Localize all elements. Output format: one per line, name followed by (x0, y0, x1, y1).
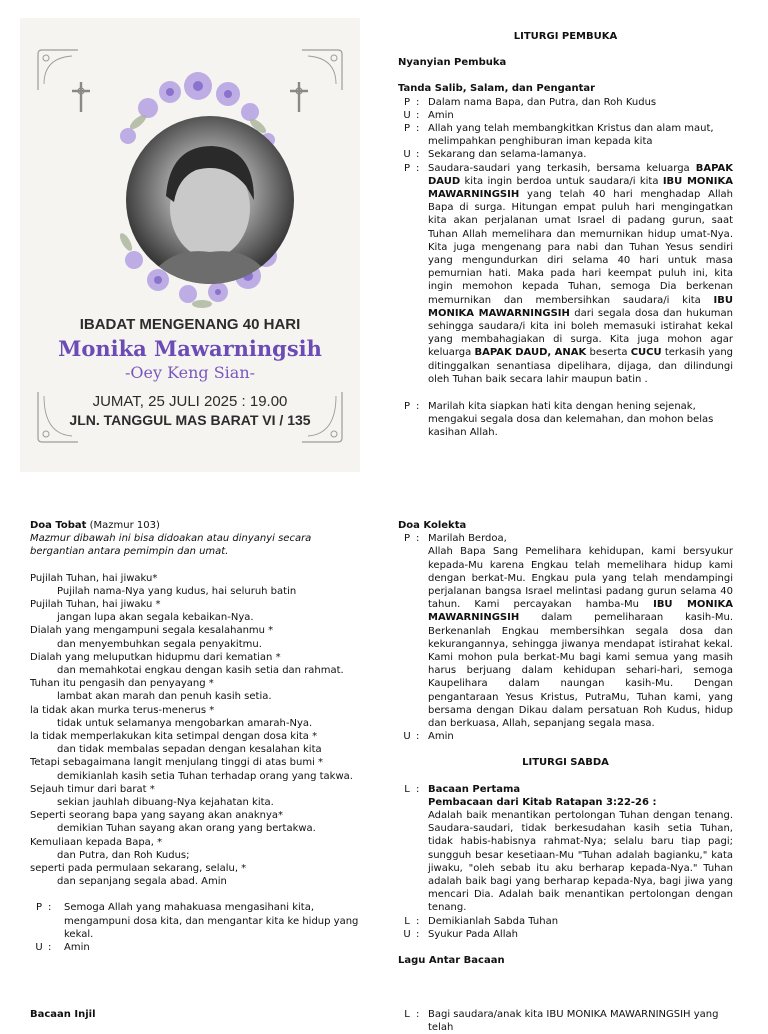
line-text: Sekarang dan selama-lamanya. (428, 149, 587, 161)
psalm-verse: seperti pada permulaan sekarang, selalu, * (30, 863, 247, 875)
psalm-verse: Seperti seorang bapa yang sayang akan anaknya* (30, 810, 284, 822)
psalm-verse: dan menyembuhkan segala penyakitmu. (57, 638, 262, 650)
dialog-line: U : Sekarang dan selama-lamanya. (398, 148, 733, 161)
psalm-ref: (Mazmur 103) (86, 520, 160, 531)
intro-paragraph: Saudara-saudari yang terkasih, bersama keluarga BAPAK DAUD kita ingin berdoa untuk saudara/i kita IBU MONIKA MAWARNINGSIH yang telah 40 hari menghadap Allah Bapa di surga. Hitungan empat puluh hari mengingatkan kita akan perjalanan umat Israel di padang gurun, saat Tuhan Allah memelihara dan memurnikan hidup umat-Nya. Kita juga mengenang para nabi dan Tuhan Yesus sendiri yang mengundurkan diri selama 40 hari untuk masa pemurnian hati. Maka pada hari keempat puluh ini, kita ingin memohon kepada Tuhan, semoga Dia berkenan memurnikan dan membersihkan saudara/i kita IBU MONIKA MAWARNINGSIH dari segala dosa dan hukuman sehingga saudara/i kita ini boleh memasuki istirahat kekal yang membahagiakan di surga. Kita juga mohon agar keluarga BAPAK DAUD, ANAK beserta CUCU terkasih yang ditinggalkan senantiasa dipelihara, dijaga, dan dilindungi oleh Tuhan baik secara lahir maupun batin . (428, 162, 734, 385)
dialog-line: P : Marilah Berdoa, Allah Bapa Sang Pemelihara kehidupan, kami bersyukur kepada-Mu karena Engkau telah memelihara hidup kami dengan berkat-Mu. Engkau pula yang telah mendampingi perjalanan bangsa Israel melintasi padang gurun selama 40 tahun. Kami percayakan hamba-Mu IBU MONIKA MAWARNINGSIH dalam pemeliharaan kasih-Mu. Berkenanlah Engkau membersihkan segala dosa dan kekurangannya, sehingga jiwanya mendapat istirahat kekal. Kami mohon pula berkat-Mu bagi kami semua yang masih harus berjuang dalam kehidupan sehari-hari, semoga Kaupelihara dalam naungan kasih-Mu. Dengan pengantaraan Yesus Kristus, PutraMu, Tuhan kami, yang bersama dengan Dikau dalam persatuan Roh Kudus, hidup dan berkuasa, Allah, sepanjang segala masa. (398, 532, 733, 730)
psalm-verse: Pujilah Tuhan, hai jiwaku * (30, 599, 161, 611)
dialog-line: P : Dalam nama Bapa, dan Putra, dan Roh Kudus (398, 96, 733, 109)
dialog-line: U : Amin (398, 730, 733, 743)
psalm-verse: la tidak akan murka terus-menerus * (30, 704, 215, 716)
psalm-verse: Dialah yang meluputkan hidupmu dari kematian * (30, 651, 281, 663)
speaker: U (403, 109, 411, 121)
psalm-verse: Kemuliaan kepada Bapa, * (30, 836, 163, 848)
dialog-line: P : Marilah kita siapkan hati kita dengan hening sejenak, mengakui segala dosa dan kelemahan, dan mohon belas kasihan Allah. (398, 400, 733, 440)
line-text: Amin (64, 942, 90, 954)
speaker: U (403, 149, 411, 161)
psalm-verse: la tidak memperlakukan kita setimpal dengan dosa kita * (30, 731, 318, 743)
collect-prayer: Marilah Berdoa, Allah Bapa Sang Pemelihara kehidupan, kami bersyukur kepada-Mu karena Engkau telah memelihara hidup kami dengan berkat-Mu. Engkau pula yang telah mendampingi perjalanan bangsa Israel melintasi padang gurun selama 40 tahun. Kami percayakan hamba-Mu IBU MONIKA MAWARNINGSIH dalam pemeliharaan kasih-Mu. Berkenanlah Engkau membersihkan segala dosa dan kekurangannya, sehingga jiwanya mendapat istirahat kekal. Kami mohon pula berkat-Mu bagi kami semua yang masih harus berjuang dalam kehidupan sehari-hari, semoga Kaupelihara dalam naungan kasih-Mu. Dengan pengantaraan Yesus Kristus, PutraMu, Tuhan kami, yang bersama dengan Dikau dalam persatuan Roh Kudus, hidup dan berkuasa, Allah, sepanjang segala masa. (428, 533, 733, 730)
line-text: Dalam nama Bapa, dan Putra, dan Roh Kudus (428, 96, 657, 108)
song-heading: Nyanyian Pembuka (398, 57, 507, 69)
psalm-verse: tidak untuk selamanya mengobarkan amarah-Nya. (57, 717, 313, 729)
line-text: Bagi saudara/anak kita IBU MONIKA MAWARNINGSIH yang telah (428, 1009, 719, 1034)
psalm-verse: dan memahkotai engkau dengan kasih setia dan rahmat. (57, 665, 344, 677)
card-datetime: JUMAT, 25 JULI 2025 : 19.00 (92, 393, 288, 410)
liturgi-pembuka (398, 30, 733, 440)
psalm-verse: Tetapi sebagaimana langit menjulang tinggi di atas bumi * (30, 757, 324, 769)
line-text: Marilah kita siapkan hati kita dengan hening sejenak, mengakui segala dosa dan kelemahan, dan mohon belas kasihan Allah. (428, 401, 714, 439)
line-text: Syukur Pada Allah (428, 928, 518, 940)
section-title: Doa Tobat (30, 520, 87, 531)
speaker: L (404, 783, 410, 795)
gospel-heading: Bacaan Injil (30, 1009, 96, 1020)
subsection-heading: Tanda Salib, Salam, dan Pengantar (398, 83, 596, 95)
psalm-verse: lambat akan marah dan penuh kasih setia. (57, 691, 272, 703)
psalm-verse: Pujilah Tuhan, hai jiwaku* (30, 572, 158, 584)
dialog-line: L : Bagi saudara/anak kita IBU MONIKA MAWARNINGSIH yang telah (398, 1008, 733, 1034)
dialog-line: L : Demikianlah Sabda Tuhan (398, 915, 733, 928)
dialog-line: U : Amin (398, 109, 733, 122)
line-text: Amin (428, 109, 454, 121)
speaker: P (403, 401, 411, 413)
section-title: Doa Kolekta (398, 520, 467, 531)
card-title: IBADAT MENGENANG 40 HARI (79, 316, 301, 333)
psalm-note: Mazmur dibawah ini bisa didoakan atau dinyanyi secara bergantian antara pemimpin dan umat. (30, 533, 312, 558)
psalm-verses (30, 572, 365, 889)
speaker: U (403, 731, 411, 743)
song-heading: Lagu Antar Bacaan (398, 955, 505, 967)
line-text: Semoga Allah yang mahakuasa mengasihani kita, (64, 902, 315, 914)
psalm-verse: dan tidak membalas sepadan dengan kesalahan kita (57, 744, 322, 756)
dialog-line: P : Allah yang telah membangkitkan Kristus dan alam maut, melimpahkan penghiburan iman kepada kita (398, 122, 733, 148)
card-alias: -Oey Keng Sian- (124, 363, 256, 382)
line-text: Amin (428, 731, 454, 743)
speaker: P (35, 902, 43, 914)
line-text: Allah yang telah membangkitkan Kristus dan alam maut, melimpahkan penghiburan iman kepada kita (428, 123, 714, 148)
speaker: U (35, 942, 43, 954)
psalm-verse: sekian jauhlah dibuang-Nya kejahatan kita. (57, 797, 274, 809)
dialog-line: P : Saudara-saudari yang terkasih, bersama keluarga BAPAK DAUD kita ingin berdoa untuk saudara/i kita IBU MONIKA MAWARNINGSIH yang telah 40 hari menghadap Allah Bapa di surga. Hitungan empat puluh hari mengingatkan kita akan perjalanan umat Israel di padang gurun, saat Tuhan Allah memelihara dan memurnikan hidup umat-Nya. Kita juga mengenang para nabi dan Tuhan Yesus sendiri yang mengundurkan diri selama 40 hari untuk masa pemurnian hati. Maka pada hari keempat puluh ini, kita ingin memohon kepada Tuhan, semoga Dia berkenan memurnikan dan membersihkan saudara/i kita IBU MONIKA MAWARNINGSIH dari segala dosa dan hukuman sehingga saudara/i kita ini boleh memasuki istirahat kekal yang membahagiakan di surga. Kita juga mohon agar keluarga BAPAK DAUD, ANAK beserta CUCU terkasih yang ditinggalkan senantiasa dipelihara, dijaga, dan dilindungi oleh Tuhan baik secara lahir maupun batin . (398, 162, 733, 386)
line-text: Demikianlah Sabda Tuhan (428, 915, 559, 927)
psalm-verse: jangan lupa akan segala kebaikan-Nya. (57, 612, 254, 624)
doa-kolekta (398, 519, 733, 967)
cross-icon (68, 80, 94, 114)
psalm-verse: Tuhan itu pengasih dan penyayang * (30, 678, 214, 690)
card-name: Monika Mawarningsih (58, 336, 322, 361)
dialog-line: U : Amin (30, 941, 365, 954)
psalm-verse: Sejauh timur dari barat * (30, 783, 155, 795)
psalm-verse: dan sepanjang segala abad. Amin (57, 876, 227, 888)
psalm-verse: demikianlah kasih setia Tuhan terhadap orang yang takwa. (57, 770, 353, 782)
card-address: JLN. TANGGUL MAS BARAT VI / 135 (69, 412, 311, 428)
section-title: LITURGI PEMBUKA (513, 31, 618, 42)
dialog-line: U : Syukur Pada Allah (398, 928, 733, 941)
psalm-verse: Dialah yang mengampuni segala kesalahanmu * (30, 625, 274, 637)
speaker: L (404, 915, 410, 927)
doa-tobat (30, 519, 365, 954)
speaker: P (403, 123, 411, 135)
memorial-card (20, 18, 360, 472)
dialog-line: L : Bacaan Pertama Pembacaan dari Kitab Ratapan 3:22-26 : Adalah baik menantikan pertolongan Tuhan dengan tenang. Saudara-saudari, tidak berkesudahan kasih setia Tuhan, tidak habis-habisnya rahmat-Nya; selalu baru tiap pagi; sungguh besar kesetiaan-Mu "Tuhan adalah bagianku," kata jiwaku, "oleh sebab itu aku berharap kepada-Nya." Tuhan adalah baik bagi yang berharap kepada-Nya, bagi jiwa yang mencari Dia. Adalah baik menantikan pertolongan dengan tenang. (398, 783, 733, 915)
psalm-verse: dan Putra, dan Roh Kudus; (57, 849, 190, 861)
speaker: U (403, 928, 411, 940)
speaker: P (403, 533, 411, 545)
speaker: P (403, 96, 411, 108)
psalm-verse: demikian Tuhan sayang akan orang yang bertakwa. (57, 823, 316, 835)
first-reading: Bacaan Pertama Pembacaan dari Kitab Ratapan 3:22-26 : Adalah baik menantikan pertolongan Tuhan dengan tenang. Saudara-saudari, tidak berkesudahan kasih setia Tuhan, tidak habis-habisnya rahmat-Nya; selalu baru tiap pagi; sungguh besar kesetiaan-Mu "Tuhan adalah bagianku," kata jiwaku, "oleh sebab itu aku berharap kepada-Nya." Tuhan adalah baik bagi yang berharap kepada-Nya, bagi jiwa yang mencari Dia. Adalah baik menantikan pertolongan dengan tenang. (428, 783, 733, 914)
speaker: L (404, 1009, 410, 1020)
speaker: P (403, 162, 411, 174)
section-title: LITURGI SABDA (522, 757, 609, 769)
dialog-line: P : Semoga Allah yang mahakuasa mengasihani kita, mengampuni dosa kita, dan mengantar kita ke hidup yang kekal. (30, 901, 365, 941)
line-text: mengampuni dosa kita, dan mengantar kita ke hidup yang kekal. (64, 915, 359, 940)
portrait-photo (126, 116, 294, 284)
psalm-verse: Pujilah nama-Nya yang kudus, hai seluruh batin (57, 585, 297, 597)
